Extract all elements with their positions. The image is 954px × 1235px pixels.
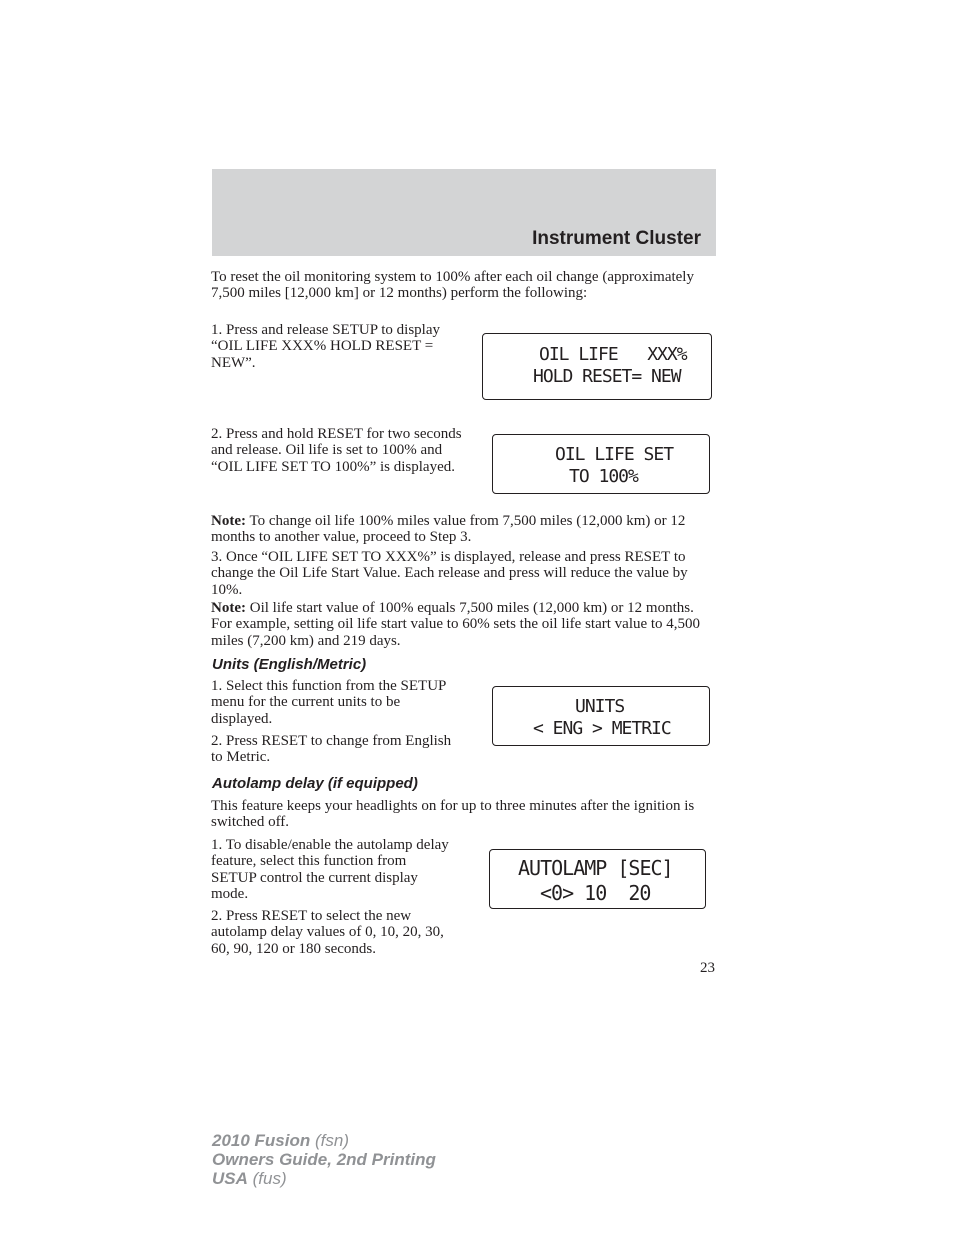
autolamp-display — [489, 849, 706, 909]
units-step-2: 2. Press RESET to change from English to Metric. — [211, 733, 452, 766]
oil-life-display-line-1: OIL LIFE XXX% — [539, 344, 687, 365]
footer-line-3 — [212, 1170, 287, 1188]
oil-life-display — [482, 333, 712, 400]
section-header-band — [212, 169, 716, 256]
oil-step-2: 2. Press and hold RESET for two seconds and release. Oil life is set to 100% and “OIL LIFE SET TO 100%” is displayed. — [211, 426, 462, 475]
autolamp-intro: This feature keeps your headlights on for up to three minutes after the ignition is switched off. — [211, 798, 695, 831]
footer-market: USA — [212, 1169, 248, 1188]
units-display-line-2: < ENG > METRIC — [533, 718, 671, 739]
note-2-text: Oil life start value of 100% equals 7,500 miles (12,000 km) or 12 months. For example, setting oil life start value to 60% sets the oil life start value to 4,500 miles (7,200 km) and 219 days. — [211, 600, 701, 649]
units-display-line-1: UNITS — [575, 696, 625, 717]
oil-life-set-display — [492, 434, 710, 494]
units-step-1: 1. Select this function from the SETUP menu for the current units to be displayed. — [211, 678, 446, 727]
autolamp-display-line-2: <0> 10 20 — [540, 881, 651, 905]
oil-step-1: 1. Press and release SETUP to display “OIL LIFE XXX% HOLD RESET = NEW”. — [211, 322, 440, 371]
autolamp-step-2: 2. Press RESET to select the new autolamp delay values of 0, 10, 20, 30, 60, 90, 120 or 180 seconds. — [211, 908, 444, 957]
note-1-label: Note: — [211, 513, 246, 529]
footer-line-1 — [212, 1132, 349, 1150]
oil-life-set-display-line-2: TO 100% — [569, 466, 638, 487]
footer-model: 2010 Fusion — [212, 1131, 311, 1150]
oil-step-3: 3. Once “OIL LIFE SET TO XXX%” is displayed, release and press RESET to change the Oil Life Start Value. Each release and press will reduce the value by 10%. — [211, 549, 688, 598]
note-2-label: Note: — [211, 600, 246, 616]
units-display — [492, 686, 710, 746]
page-number: 23 — [700, 960, 715, 976]
intro-paragraph: To reset the oil monitoring system to 100% after each oil change (approximately 7,500 miles [12,000 km] or 12 months) perform the following: — [211, 269, 694, 302]
note-2 — [211, 600, 716, 649]
note-1-text: To change oil life 100% miles value from 7,500 miles (12,000 km) or 12 months to another value, proceed to Step 3. — [211, 513, 686, 546]
note-1 — [211, 513, 716, 546]
autolamp-step-1: 1. To disable/enable the autolamp delay feature, select this function from SETUP control the current display mode. — [211, 837, 449, 903]
autolamp-heading: Autolamp delay (if equipped) — [212, 775, 418, 792]
units-heading: Units (English/Metric) — [212, 656, 367, 673]
oil-life-set-display-line-1: OIL LIFE SET — [555, 444, 674, 465]
footer-model-code: (fsn) — [310, 1131, 349, 1150]
footer-market-code: (fus) — [247, 1169, 287, 1188]
footer-line-2: Owners Guide, 2nd Printing — [212, 1150, 436, 1169]
oil-life-display-line-2: HOLD RESET= NEW — [533, 366, 681, 387]
section-title: Instrument Cluster — [532, 228, 701, 249]
autolamp-display-line-1: AUTOLAMP [SEC] — [518, 856, 673, 880]
